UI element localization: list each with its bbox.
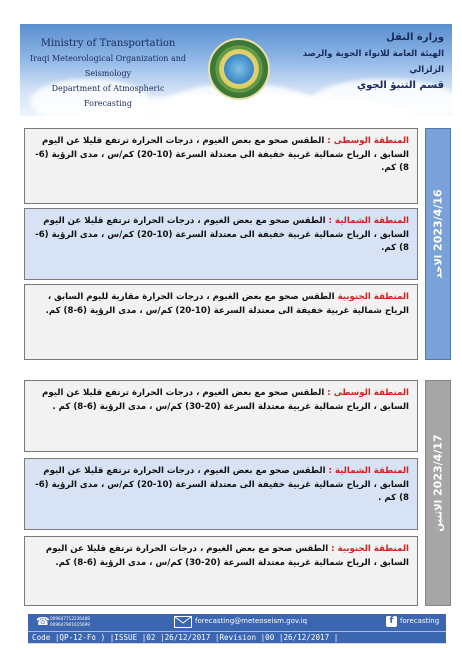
english-header: [28, 36, 188, 111]
logo-globe: [224, 54, 254, 84]
region-name: المنطقة الجنوبية :: [331, 544, 409, 554]
phone-number: 009647712236488: [50, 616, 90, 621]
forecast-text: الطقس صحو مع بعض الغيوم ، درجات الحرارة ترتفع قليلا عن اليوم السابق ، الرياح شمالية غربية خفيفة الى معتدلة السرعة (10-20) كم/س ، مدى الرؤية (6-8) كم .: [35, 466, 409, 503]
region-name: المنطقة الشمالية :: [328, 216, 409, 226]
department-name-en: Department of Atmospheric Forecasting: [51, 84, 165, 108]
region-name: المنطقة الوسطى :: [327, 136, 409, 146]
organization-name-en: Iraqi Meteorological Organization and Seismology: [29, 54, 186, 78]
mail-icon: [174, 616, 192, 628]
forecast-text: الطقس صحو مع بعض الغيوم ، درجات الحرارة مقاربة لليوم السابق ، الرياح شمالية غربية خفيفة الى معتدلة السرعة (10-20) كم/س ، مدى الرؤية (6-8) كم.: [45, 292, 409, 316]
forecast-text: الطقس صحو مع بعض الغيوم ، درجات الحرارة ترتفع قليلا عن اليوم السابق ، الرياح شمالية غربية خفيفة الى معتدلة السرعة (10-20) كم/س ، مدى الرؤية (6-8) كم.: [35, 216, 409, 253]
phone-numbers: [50, 616, 90, 627]
weekday-name: الاحد: [433, 254, 445, 279]
footer-bar: [28, 614, 446, 644]
arabic-header: [279, 30, 444, 94]
date-value: 2023/4/17: [431, 434, 445, 496]
ministry-name-ar: وزارة النقل: [386, 32, 444, 43]
forecast-north-day1: [24, 208, 418, 280]
department-name-ar: قسم التنبؤ الجوي: [356, 80, 444, 91]
region-name: المنطقة الوسطى :: [327, 388, 409, 398]
date-value: 2023/4/16: [431, 189, 445, 251]
email-link[interactable]: forecasting@meteoseism.gov.iq: [195, 617, 308, 625]
forecast-north-day2: [24, 458, 418, 530]
forecast-text: الطقس صحو مع بعض الغيوم ، درجات الحرارة ترتفع قليلا عن اليوم السابق ، الرياح شمالية غربية خفيفة الى معتدلة السرعة (10-20) كم/س ، مدى الرؤية (6-8) كم.: [35, 136, 409, 173]
region-name: المنطقة الشمالية :: [328, 466, 409, 476]
day-panel-1: [24, 128, 451, 360]
date-band-day1: [425, 128, 451, 360]
facebook-link[interactable]: forecasting: [400, 617, 440, 625]
document-code-line: Code |QP-12-F٥ ) |ISSUE |02 |26/12/2017 |Revision |00 |26/12/2017 |: [28, 631, 446, 643]
forecast-south-day2: [24, 536, 418, 606]
organization-logo: [208, 38, 270, 100]
forecast-central-day2: [24, 380, 418, 452]
phone-icon: ☎: [36, 615, 50, 628]
day-panel-2: [24, 380, 451, 606]
weekday-name: الاثنين: [433, 499, 445, 532]
forecast-text: الطقس صحو مع بعض الغيوم ، درجات الحرارة ترتفع قليلا عن اليوم السابق ، الرياح شمالية غربية معتدلة السرعة (20-30) كم/س ، مدى الرؤية (6-8) كم .: [42, 388, 409, 412]
forecast-central-day1: [24, 128, 418, 204]
phone-number: 009647901615699: [50, 621, 90, 627]
forecast-text: الطقس صحو مع بعض الغيوم ، درجات الحرارة ترتفع قليلا عن اليوم السابق ، الرياح شمالية غربية معتدلة السرعة (20-30) كم/س ، مدى الرؤية (6-8) كم.: [45, 544, 409, 568]
date-label: [432, 434, 445, 551]
date-label: [432, 189, 445, 298]
header-banner: [20, 24, 452, 116]
forecast-south-day1: [24, 284, 418, 360]
region-name: المنطقة الجنوبية: [337, 292, 409, 302]
ministry-name-en: Ministry of Transportation: [40, 38, 176, 49]
organization-name-ar: الهيئة العامة للانواء الجوية والرصد الزلزالي: [302, 49, 444, 75]
date-band-day2: [425, 380, 451, 606]
facebook-icon[interactable]: f: [386, 616, 397, 627]
